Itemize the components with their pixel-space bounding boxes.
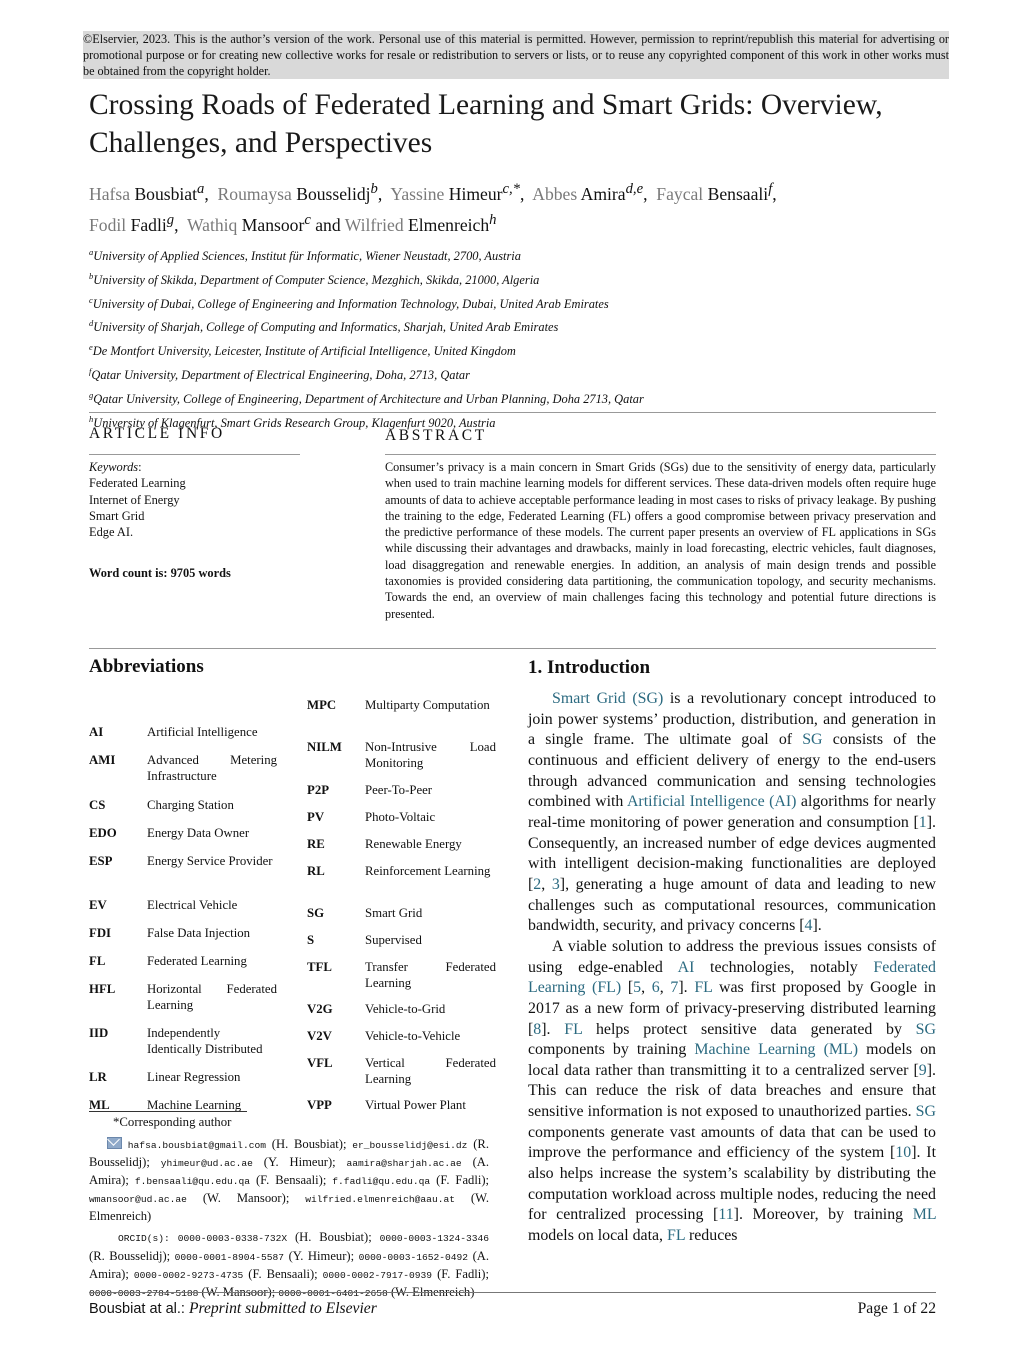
author-list: Hafsa Bousbiat$^a$, Roumaysa Bousselidj$^b$, Yassine Himeur$^{c,*}$, Abbes Amira$^{d,e}$, Faycal Bensaali$^f$, Fodil Fadli$^g$, Wathiq Mansoor$^c$ and Wilfried Elmenreich$^h$ xyxy=(89,181,777,235)
footnote-rule xyxy=(89,1111,247,1112)
affiliation: $^f$Qatar University, Department of Electrical Engineering, Doha, 2713, Qatar xyxy=(89,366,470,383)
acronym-link[interactable]: FL xyxy=(564,1020,583,1038)
email-link[interactable]: wmansoor@ud.ac.ae xyxy=(89,1194,187,1206)
keyword: Internet of Energy xyxy=(89,492,180,507)
acronym-link[interactable]: Artificial Intelligence (AI) xyxy=(626,793,797,811)
abbr-row: S Supervised xyxy=(307,933,422,947)
keyword: Smart Grid xyxy=(89,508,145,523)
citation-link[interactable]: 4 xyxy=(804,917,813,935)
abbr-row: P2P Peer-To-Peer xyxy=(307,783,433,797)
author-emails: hafsa.bousbiat@gmail.com (H. Bousbiat); er_bousselidj@esi.dz (R. Bousselidj); yhimeur@ud.ac.ae (Y. Himeur); aamira@sharjah.ac.ae (A. Amira); f.bensaali@qu.edu.qa (F. Bensaali); f.fadli@qu.edu.qa (F. Fadli); wmansoor@ud.ac.ae (W. Mansoor); wilfried.elmenreich@aau.at (W. Elmenreich) ORCID(s): 0000-0003-0338-732X (H. Bousbiat); 0000-0003-1324-3346 (R. Bousselidj); 0000-0001-8904-5587 (Y. Himeur); 0000-0003-1652-0492 (A. Amira); 0000-0002-9273-4735 (F. Bensaali); 0000-0002-7917-0939 (F. Fadli); 0000-0003-2784-5188 (W. Mansoor); 0000-0001-6401-2658 (W. Elmenreich) xyxy=(89,1137,490,1299)
citation-link[interactable]: 10 xyxy=(895,1144,912,1162)
citation-link[interactable]: 9 xyxy=(918,1061,927,1079)
author[interactable]: Fodil Fadli$^g$ xyxy=(89,211,175,235)
citation-link[interactable]: 8 xyxy=(533,1020,542,1038)
acronym-link[interactable]: SG xyxy=(802,731,823,749)
keyword: Edge AI. xyxy=(89,525,134,540)
citation-link[interactable]: 2 xyxy=(533,875,542,893)
citation-link[interactable]: 11 xyxy=(718,1206,734,1224)
author[interactable]: Roumaysa Bousselidj$^b$ xyxy=(217,181,378,204)
divider xyxy=(89,454,300,455)
acronym-link[interactable]: Smart Grid (SG) xyxy=(552,690,664,707)
email-link[interactable]: aamira@sharjah.ac.ae xyxy=(346,1158,462,1170)
email-link[interactable]: hafsa.bousbiat@gmail.com xyxy=(127,1140,266,1151)
affiliation: $^b$University of Skikda, Department of Computer Science, Mezghich, Skikda, 21000, Algeria xyxy=(89,270,540,287)
author[interactable]: Wathiq Mansoor$^c$ xyxy=(186,211,311,235)
copyright-notice: ©Elservier, 2023. This is the author’s version of the work. Personal use of this material is permitted. However, permission to reprint/republish this material for advertising or promotional purpose or for creating new collective works for resale or redistribution to servers or lists, or to reuse any copyrighted component of this work in other works must be obtained from the copyright holder. xyxy=(83,32,949,78)
affiliation: $^g$Qatar University, College of Engineering, Department of Architecture and Urban Planning, Doha 2713, Qatar xyxy=(89,389,644,407)
abbr-row: PV Photo-Voltaic xyxy=(307,810,436,824)
divider xyxy=(89,412,936,413)
citation-link[interactable]: 7 xyxy=(670,979,679,997)
abbr-row: FDI False Data Injection xyxy=(89,926,251,940)
acronym-link[interactable]: AI xyxy=(677,958,695,976)
abbr-row: TFL Transfer Federated Learning xyxy=(307,960,496,990)
acronym-link[interactable]: FL xyxy=(694,979,713,997)
page-number: Page 1 of 22 xyxy=(857,1300,936,1317)
acronym-link[interactable]: SG xyxy=(915,1020,936,1038)
paper-title: Crossing Roads of Federated Learning and Smart Grids: Overview, Challenges, and Perspectives xyxy=(89,89,883,159)
footer-rule xyxy=(89,1292,936,1293)
abbr-row: V2G Vehicle-to-Grid xyxy=(307,1002,446,1016)
abbr-row: V2V Vehicle-to-Vehicle xyxy=(307,1029,461,1043)
orcid-link[interactable]: 0000-0003-2784-5188 xyxy=(89,1287,199,1299)
author[interactable]: Faycal Bensaali$^f$ xyxy=(656,181,773,204)
abbreviations-heading: Abbreviations xyxy=(89,656,204,677)
affiliation: $^e$De Montfort University, Leicester, Institute of Artificial Intelligence, United Kingdom xyxy=(89,342,516,359)
keywords-label: Keywords xyxy=(89,460,139,474)
orcid-link[interactable]: 0000-0003-1324-3346 xyxy=(379,1233,490,1245)
affiliation: $^a$University of Applied Sciences, Institut für Informatic, Wiener Neustadt, 2700, Austria xyxy=(89,247,521,264)
abbr-row: VPP Virtual Power Plant xyxy=(307,1098,466,1112)
affiliation: $^h$University of Klagenfurt, Smart Grids Research Group, Klagenfurt 9020, Austria xyxy=(89,413,496,430)
abbr-row: EV Electrical Vehicle xyxy=(89,898,238,912)
envelope-icon xyxy=(107,1137,122,1149)
citation-link[interactable]: 1 xyxy=(918,813,927,831)
abbr-row: RL Reinforcement Learning xyxy=(307,864,491,878)
abstract-heading: ABSTRACT xyxy=(385,427,487,444)
acronym-link[interactable]: ML xyxy=(912,1206,936,1224)
email-link[interactable]: yhimeur@ud.ac.ae xyxy=(160,1158,253,1170)
acronym-link[interactable]: Machine Learning (ML) xyxy=(694,1041,858,1059)
keyword: Federated Learning xyxy=(89,476,186,491)
acronym-link[interactable]: Federated Learning (FL) xyxy=(528,958,937,997)
citation-link[interactable]: 6 xyxy=(651,979,660,997)
paragraph: Smart Grid (SG) is a revolutionary concept introduced to join power systems’ production, distribution, and generation in a single frame. The ultimate goal of SG consists of the continuous and efficient delivery of energy to the end-users through advanced communication and sensing technologies combined with Artificial Intelligence (AI) algorithms for nearly real-time monitoring of power generation and consumption [1]. Consequently, an increased number of edge devices augmented with intelligent decision-making functionalities are deployed [2, 3], generating a huge amount of data and leading to new challenges such as computational resources, communication bandwidth, security, and privacy concerns [4]. xyxy=(528,690,936,935)
author[interactable]: Wilfried Elmenreich$^h$ xyxy=(344,211,497,235)
affiliation: $^d$University of Sharjah, College of Computing and Informatics, Sharjah, United Arab Emirates xyxy=(89,318,559,335)
introduction-text xyxy=(528,689,936,1247)
author[interactable]: Yassine Himeur$^{c,*}$ xyxy=(390,181,520,204)
abbr-row: AI Artificial Intelligence xyxy=(89,725,258,739)
citation-link[interactable]: 5 xyxy=(633,979,642,997)
affiliations xyxy=(89,243,949,434)
orcid-link[interactable]: 0000-0002-9273-4735 xyxy=(133,1269,244,1281)
orcid-link[interactable]: 0000-0001-8904-5587 xyxy=(174,1251,285,1263)
abbr-row: NILM Non-Intrusive Load Monitoring xyxy=(307,740,496,770)
abbr-row: VFL Vertical Federated Learning xyxy=(307,1056,496,1086)
abstract-text: Consumer’s privacy is a main concern in Smart Grids (SGs) due to the sensitivity of energy data, particularly when used to train machine learning models for different services. These data-driven models often require huge amounts of data to achieve acceptable performance leading in most cases to risks of privacy leakage. By pushing the training to the edge, Federated Learning (FL) offers a good compromise between privacy preservation and the predictive performance of these models. The current paper presents an overview of FL applications in SGs while discussing their advantages and drawbacks, mainly in load forecasting, electric vehicles, fault diagnoses, load disaggregation and renewable energies. In addition, an analysis of main design trends and possible taxonomies is provided considering data partitioning, the communication topology, and security mechanisms. Towards the end, an overview of main challenges facing this technology and potential future directions is presented. xyxy=(385,460,936,621)
word-count: Word count is: 9705 words xyxy=(89,566,231,580)
orcid-link[interactable]: 0000-0003-1652-0492 xyxy=(358,1251,469,1263)
citation-link[interactable]: 3 xyxy=(551,875,560,893)
article-info-heading: ARTICLE INFO xyxy=(89,425,225,442)
abbr-row: LR Linear Regression xyxy=(89,1070,241,1084)
acronym-link[interactable]: FL xyxy=(667,1227,685,1245)
author[interactable]: Abbes Amira$^{d,e}$ xyxy=(532,181,644,204)
abbr-row: IID Independently Identically Distributed xyxy=(89,1026,263,1056)
orcid-link[interactable]: 0000-0002-7917-0939 xyxy=(322,1269,433,1281)
divider xyxy=(89,648,936,649)
abbr-row: ML Machine Learning xyxy=(89,1098,242,1112)
abbr-row: SG Smart Grid xyxy=(307,906,423,920)
abbr-row: ESP Energy Service Provider xyxy=(89,854,273,868)
abbr-row: FL Federated Learning xyxy=(89,954,247,968)
divider xyxy=(385,454,936,455)
email-link[interactable]: f.fadli@qu.edu.qa xyxy=(332,1176,431,1188)
paragraph: A viable solution to address the previous issues consists of using edge-enabled AI technologies, notably Federated Learning (FL) [5, 6, 7]. FL was first proposed by Google in 2017 as a new form of privacy-preserving distributed learning [8]. FL helps protect sensitive data generated by SG components by training Machine Learning (ML) models on local data rather than transmitting it to a centralized server [9]. This can reduce the risk of data breaches and ensure that sensitive information is not exposed to unauthorized parties. SG components generate vast amounts of data that can be used to improve the performance and efficiency of the system [10]. It also helps increase the system’s scalability by distributing the computation workload across multiple nodes, reducing the need for centralized processing [11]. Moreover, by training ML models on local data, FL reduces xyxy=(528,937,937,1245)
email-link[interactable]: er_bousselidj@esi.dz xyxy=(352,1140,468,1151)
abbr-row: CS Charging Station xyxy=(89,798,234,812)
abbr-row: EDO Energy Data Owner xyxy=(89,826,250,840)
orcid-link[interactable]: 0000-0003-0338-732X xyxy=(177,1233,288,1245)
author[interactable]: Hafsa Bousbiat$^a$ xyxy=(89,181,205,204)
abbr-row: HFL Horizontal Federated Learning xyxy=(89,982,277,1012)
and-word: and xyxy=(315,214,341,235)
corresponding-author-note: *Corresponding author xyxy=(113,1115,232,1129)
orcid-label: ORCID(s): xyxy=(118,1233,170,1245)
affiliation: $^c$University of Dubai, College of Engineering and Information Technology, Dubai, United Arab Emirates xyxy=(89,294,609,311)
orcid-link[interactable]: 0000-0001-6401-2658 xyxy=(278,1287,388,1299)
abbr-row: AMI Advanced Metering Infrastructure xyxy=(89,753,277,783)
keywords: Keywords: Federated Learning Internet of Energy Smart Grid Edge AI. xyxy=(89,459,309,540)
footer-left: Bousbiat at al.: Preprint submitted to Elsevier xyxy=(89,1300,377,1317)
email-link[interactable]: f.bensaali@qu.edu.qa xyxy=(134,1176,250,1188)
abbr-row: RE Renewable Energy xyxy=(307,837,462,851)
introduction-heading: 1. Introduction xyxy=(528,657,651,678)
email-link[interactable]: wilfried.elmenreich@aau.at xyxy=(305,1194,455,1206)
acronym-link[interactable]: SG xyxy=(915,1103,936,1121)
abbr-row: MPC Multiparty Computation xyxy=(307,698,490,712)
